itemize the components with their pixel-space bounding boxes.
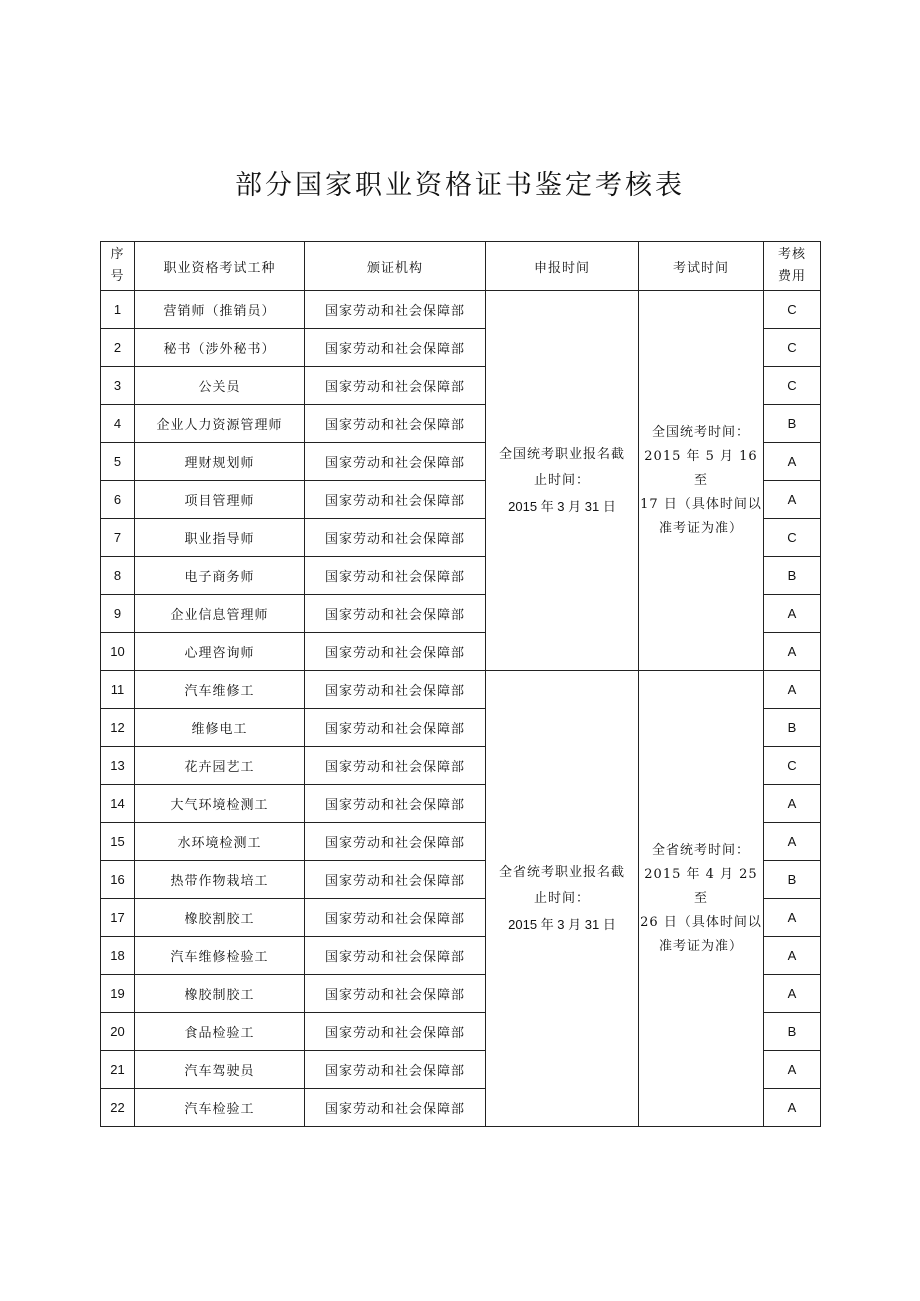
row-number: 8 bbox=[101, 557, 135, 595]
row-occupation: 汽车维修检验工 bbox=[135, 937, 305, 975]
header-fee bbox=[764, 242, 821, 291]
group1-apply-line2: 止时间： bbox=[533, 472, 590, 488]
row-occupation: 汽车检验工 bbox=[135, 1089, 305, 1127]
row-organization: 国家劳动和社会保障部 bbox=[305, 557, 486, 595]
group2-exam-line4: 准考证为准） bbox=[658, 938, 743, 954]
row-number: 10 bbox=[101, 633, 135, 671]
row-occupation: 汽车维修工 bbox=[135, 671, 305, 709]
group1-exam-line1: 全国统考时间： bbox=[651, 424, 750, 440]
row-organization: 国家劳动和社会保障部 bbox=[305, 1013, 486, 1051]
row-fee: A bbox=[764, 1089, 821, 1127]
header-org: 颁证机构 bbox=[305, 242, 486, 291]
header-row bbox=[101, 242, 821, 291]
row-number: 7 bbox=[101, 519, 135, 557]
row-number: 18 bbox=[101, 937, 135, 975]
row-number: 17 bbox=[101, 899, 135, 937]
row-organization: 国家劳动和社会保障部 bbox=[305, 671, 486, 709]
header-seq-line1: 序 bbox=[110, 247, 125, 262]
row-number: 6 bbox=[101, 481, 135, 519]
row-number: 11 bbox=[101, 671, 135, 709]
row-number: 4 bbox=[101, 405, 135, 443]
group1-exam-line3: 17 日（具体时间以 bbox=[640, 496, 762, 512]
group1-exam-time bbox=[639, 291, 764, 671]
row-occupation: 橡胶制胶工 bbox=[135, 975, 305, 1013]
row-organization: 国家劳动和社会保障部 bbox=[305, 747, 486, 785]
row-organization: 国家劳动和社会保障部 bbox=[305, 975, 486, 1013]
group2-apply-line3: 2015 年 3 月 31 日 bbox=[508, 916, 616, 932]
row-fee: B bbox=[764, 405, 821, 443]
row-fee: A bbox=[764, 785, 821, 823]
group2-apply-line1: 全省统考职业报名截 bbox=[498, 864, 625, 880]
group2-apply-line2: 止时间： bbox=[533, 890, 590, 906]
certificate-table bbox=[100, 241, 821, 1127]
row-organization: 国家劳动和社会保障部 bbox=[305, 1051, 486, 1089]
group1-exam-line2: 2015 年 5 月 16 至 bbox=[644, 448, 758, 488]
row-occupation: 大气环境检测工 bbox=[135, 785, 305, 823]
header-apply: 申报时间 bbox=[486, 242, 639, 291]
table-row bbox=[101, 671, 821, 709]
row-number: 15 bbox=[101, 823, 135, 861]
row-fee: B bbox=[764, 557, 821, 595]
row-organization: 国家劳动和社会保障部 bbox=[305, 329, 486, 367]
row-fee: C bbox=[764, 519, 821, 557]
group2-exam-time bbox=[639, 671, 764, 1127]
row-fee: B bbox=[764, 1013, 821, 1051]
row-number: 21 bbox=[101, 1051, 135, 1089]
row-occupation: 食品检验工 bbox=[135, 1013, 305, 1051]
row-number: 13 bbox=[101, 747, 135, 785]
row-organization: 国家劳动和社会保障部 bbox=[305, 405, 486, 443]
row-organization: 国家劳动和社会保障部 bbox=[305, 823, 486, 861]
row-organization: 国家劳动和社会保障部 bbox=[305, 633, 486, 671]
row-fee: A bbox=[764, 443, 821, 481]
row-occupation: 热带作物栽培工 bbox=[135, 861, 305, 899]
row-occupation: 心理咨询师 bbox=[135, 633, 305, 671]
row-occupation: 公关员 bbox=[135, 367, 305, 405]
row-fee: A bbox=[764, 899, 821, 937]
row-number: 1 bbox=[101, 291, 135, 329]
row-occupation: 企业信息管理师 bbox=[135, 595, 305, 633]
row-fee: A bbox=[764, 481, 821, 519]
row-number: 5 bbox=[101, 443, 135, 481]
group1-apply-time bbox=[486, 291, 639, 671]
group1-apply-line1: 全国统考职业报名截 bbox=[498, 446, 625, 462]
row-fee: A bbox=[764, 595, 821, 633]
row-number: 19 bbox=[101, 975, 135, 1013]
row-occupation: 秘书（涉外秘书） bbox=[135, 329, 305, 367]
row-fee: C bbox=[764, 367, 821, 405]
row-organization: 国家劳动和社会保障部 bbox=[305, 709, 486, 747]
row-organization: 国家劳动和社会保障部 bbox=[305, 937, 486, 975]
row-fee: A bbox=[764, 671, 821, 709]
row-fee: A bbox=[764, 937, 821, 975]
row-fee: C bbox=[764, 747, 821, 785]
row-fee: A bbox=[764, 1051, 821, 1089]
row-fee: A bbox=[764, 633, 821, 671]
table-row bbox=[101, 291, 821, 329]
row-number: 2 bbox=[101, 329, 135, 367]
row-number: 16 bbox=[101, 861, 135, 899]
row-fee: C bbox=[764, 291, 821, 329]
row-organization: 国家劳动和社会保障部 bbox=[305, 481, 486, 519]
header-fee-line1: 考核 bbox=[777, 247, 806, 262]
group2-apply-time bbox=[486, 671, 639, 1127]
row-organization: 国家劳动和社会保障部 bbox=[305, 519, 486, 557]
group2-exam-line1: 全省统考时间： bbox=[651, 842, 750, 858]
row-occupation: 企业人力资源管理师 bbox=[135, 405, 305, 443]
row-fee: A bbox=[764, 823, 821, 861]
row-occupation: 橡胶割胶工 bbox=[135, 899, 305, 937]
header-name: 职业资格考试工种 bbox=[135, 242, 305, 291]
row-organization: 国家劳动和社会保障部 bbox=[305, 367, 486, 405]
page-title: 部分国家职业资格证书鉴定考核表 bbox=[235, 170, 685, 201]
header-exam: 考试时间 bbox=[639, 242, 764, 291]
header-seq bbox=[101, 242, 135, 291]
row-organization: 国家劳动和社会保障部 bbox=[305, 1089, 486, 1127]
row-fee: A bbox=[764, 975, 821, 1013]
row-fee: B bbox=[764, 709, 821, 747]
row-occupation: 电子商务师 bbox=[135, 557, 305, 595]
row-organization: 国家劳动和社会保障部 bbox=[305, 291, 486, 329]
row-organization: 国家劳动和社会保障部 bbox=[305, 785, 486, 823]
header-seq-line2: 号 bbox=[110, 269, 125, 284]
row-occupation: 汽车驾驶员 bbox=[135, 1051, 305, 1089]
row-occupation: 维修电工 bbox=[135, 709, 305, 747]
row-organization: 国家劳动和社会保障部 bbox=[305, 443, 486, 481]
row-occupation: 职业指导师 bbox=[135, 519, 305, 557]
row-number: 3 bbox=[101, 367, 135, 405]
row-number: 9 bbox=[101, 595, 135, 633]
row-organization: 国家劳动和社会保障部 bbox=[305, 595, 486, 633]
row-occupation: 花卉园艺工 bbox=[135, 747, 305, 785]
row-number: 12 bbox=[101, 709, 135, 747]
group2-exam-line3: 26 日（具体时间以 bbox=[640, 914, 762, 930]
row-occupation: 项目管理师 bbox=[135, 481, 305, 519]
row-fee: C bbox=[764, 329, 821, 367]
row-occupation: 理财规划师 bbox=[135, 443, 305, 481]
group2-exam-line2: 2015 年 4 月 25 至 bbox=[644, 866, 758, 906]
header-fee-line2: 费用 bbox=[777, 269, 806, 284]
row-occupation: 水环境检测工 bbox=[135, 823, 305, 861]
row-number: 14 bbox=[101, 785, 135, 823]
row-number: 20 bbox=[101, 1013, 135, 1051]
row-organization: 国家劳动和社会保障部 bbox=[305, 899, 486, 937]
group1-exam-line4: 准考证为准） bbox=[658, 520, 743, 536]
row-number: 22 bbox=[101, 1089, 135, 1127]
row-organization: 国家劳动和社会保障部 bbox=[305, 861, 486, 899]
row-fee: B bbox=[764, 861, 821, 899]
group1-apply-line3: 2015 年 3 月 31 日 bbox=[508, 498, 616, 514]
row-occupation: 营销师（推销员） bbox=[135, 291, 305, 329]
